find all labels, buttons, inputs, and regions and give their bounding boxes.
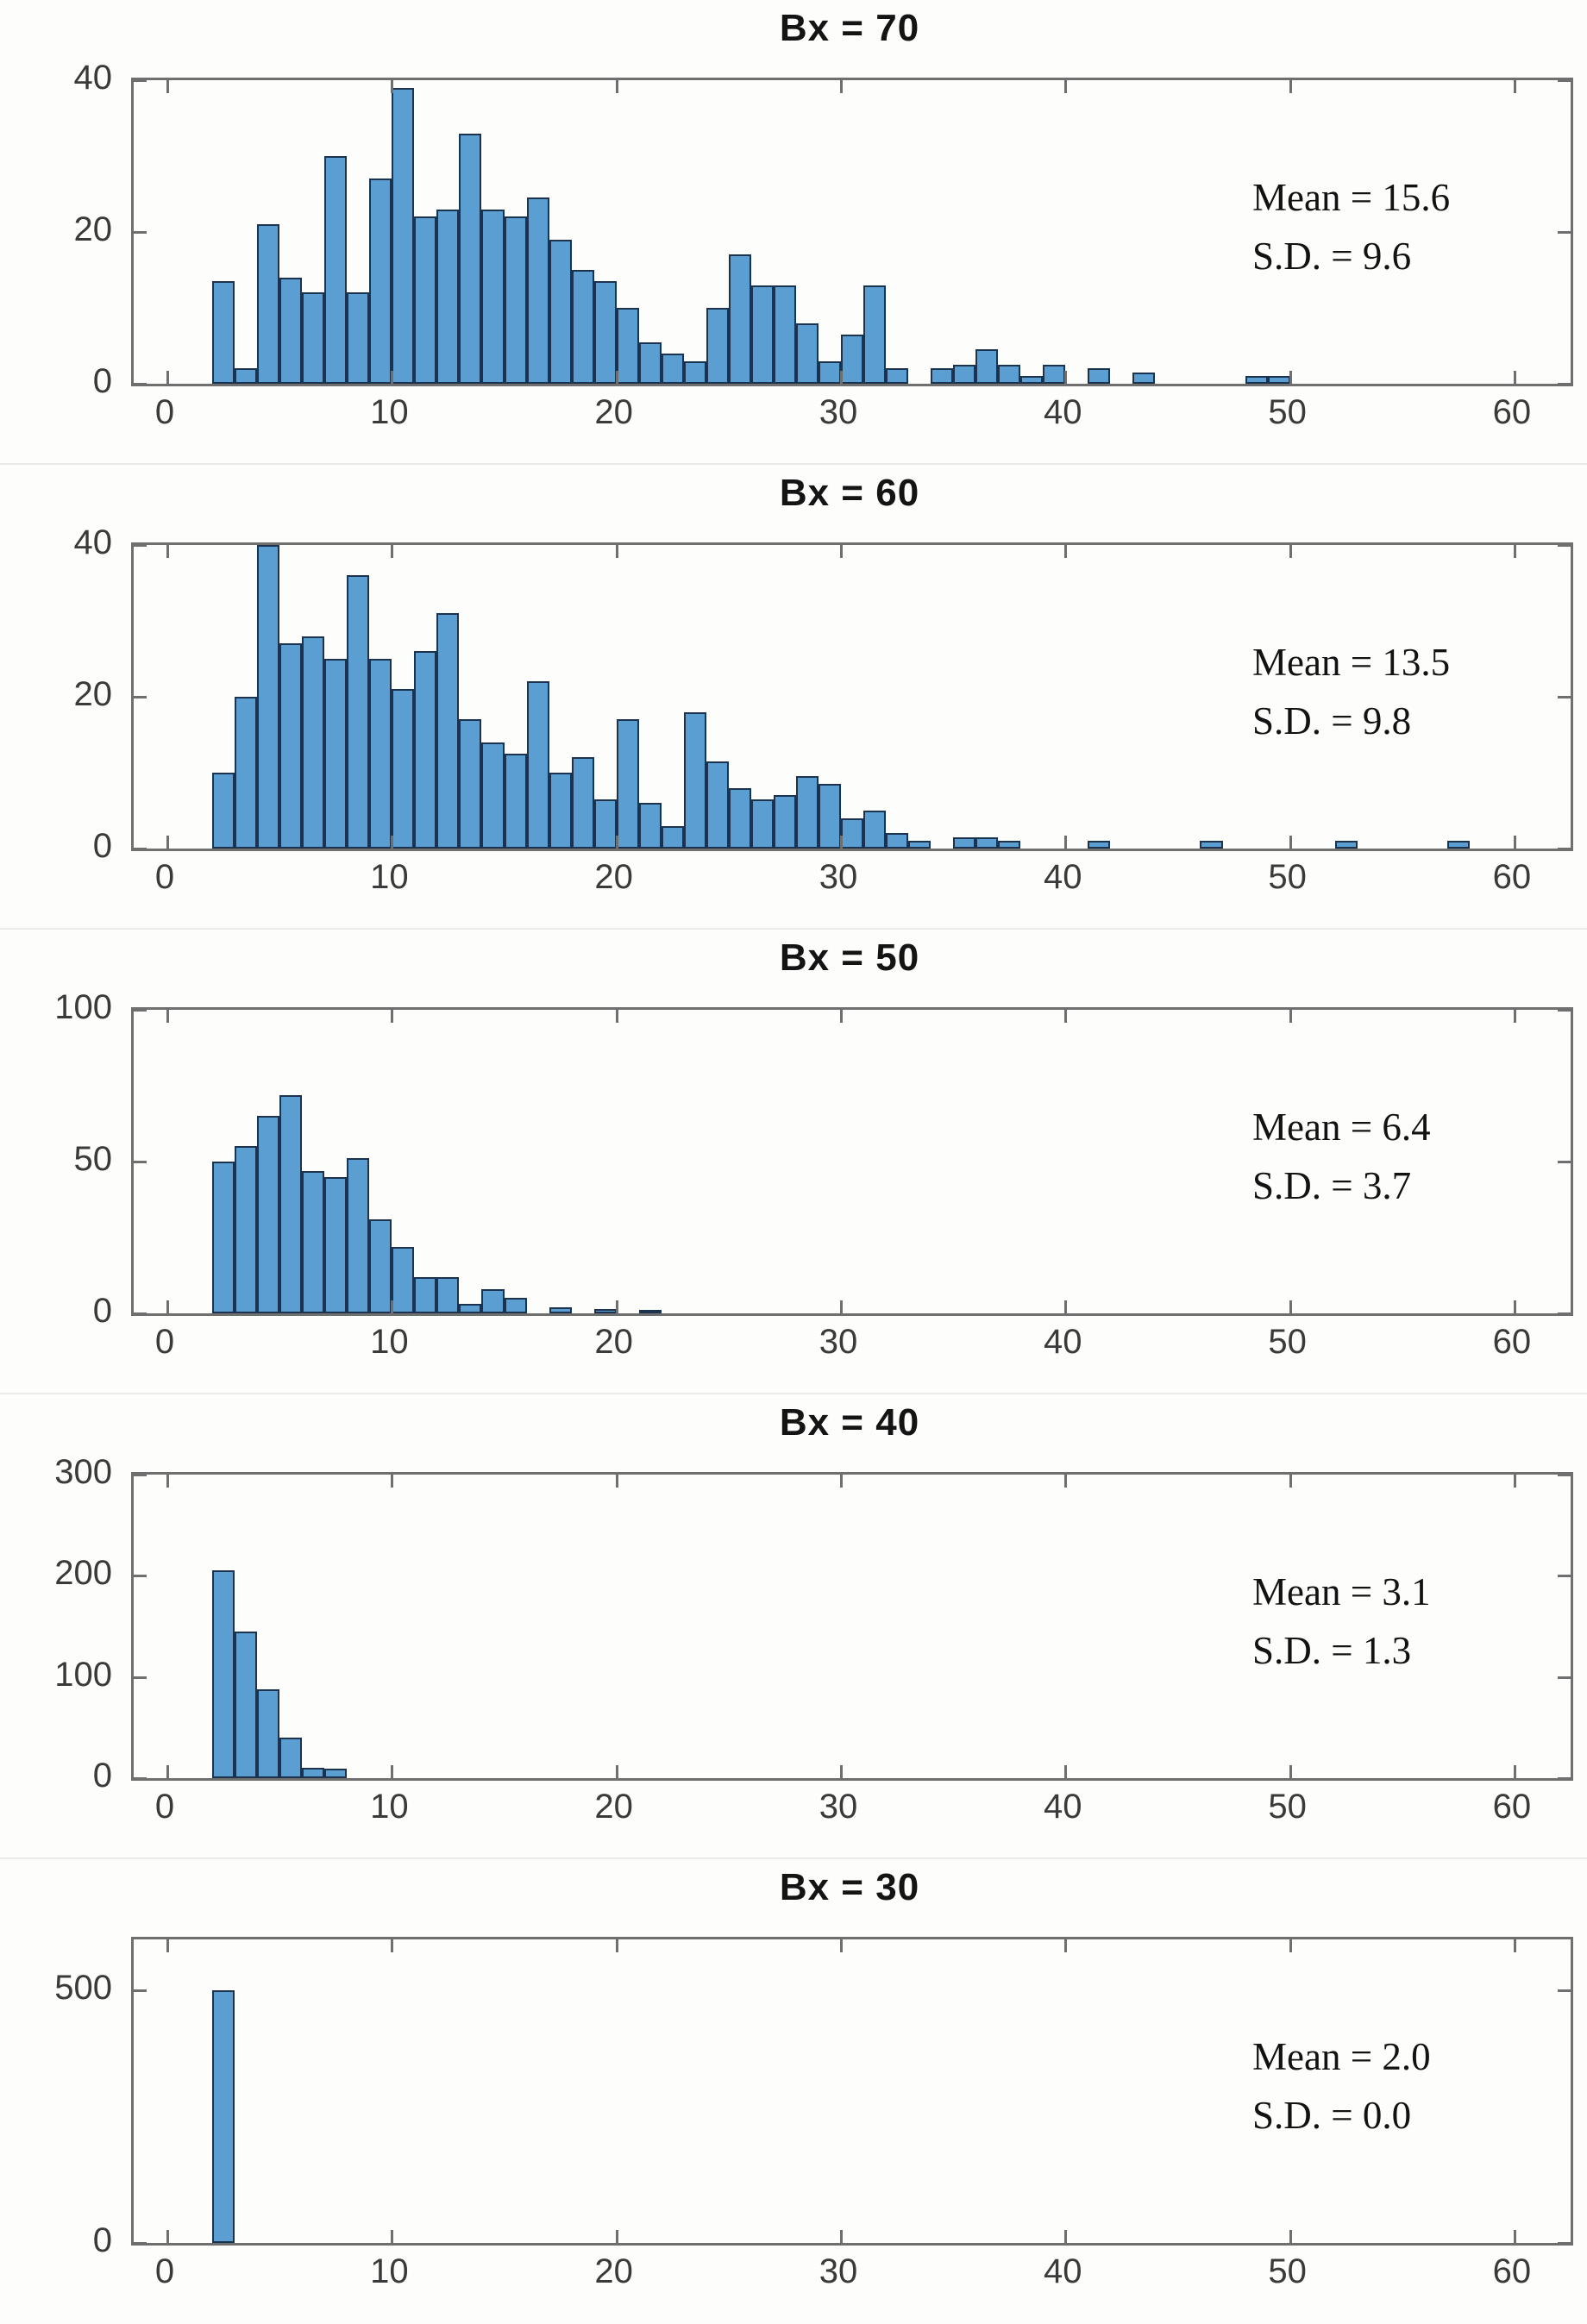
histogram-bar [1088,368,1110,384]
x-axis-tick [616,371,618,384]
histogram-panel-bx70 [0,0,1587,465]
y-axis-tick [134,1312,147,1315]
histogram-bar [774,285,796,384]
mean-label: Mean = 13.5 [1252,641,1451,684]
y-tick-label: 20 [73,675,112,713]
x-tick-label: 40 [1044,2252,1082,2290]
stats-annotation [1252,1099,1431,1215]
x-tick-label: 20 [594,393,633,431]
y-axis-tick [134,231,147,234]
histogram-bar [324,156,347,384]
histogram-bar [1020,376,1043,384]
histogram-bar [572,757,594,849]
y-axis-tick [1558,1161,1571,1163]
y-tick-label: 20 [73,210,112,248]
histogram-bar [774,795,796,849]
histogram-bar [257,224,279,384]
histogram-bar [324,659,347,849]
histogram-bar [459,134,481,384]
histogram-bar [841,335,863,384]
histogram-bar [953,837,975,849]
x-tick-label: 10 [370,1323,409,1361]
x-axis-tick [391,371,393,384]
histogram-bar [684,712,706,849]
x-axis-tick [166,836,169,849]
y-tick-label: 300 [54,1453,112,1491]
histogram-bar [549,240,572,384]
y-axis-tick [1558,1312,1571,1315]
x-axis-tick [1289,2230,1292,2243]
x-axis-tick [840,2230,843,2243]
histogram-bar [235,368,257,384]
y-tick-label: 0 [92,362,112,400]
x-axis-tick [1289,371,1292,384]
x-tick-label: 10 [370,393,409,431]
x-axis-tick [1289,80,1292,93]
histogram-bar [706,308,729,384]
histogram-bar [639,1310,662,1313]
mean-label: Mean = 3.1 [1252,1570,1431,1613]
x-axis-tick [391,1765,393,1778]
histogram-bar [729,788,751,849]
y-axis-tick [134,1777,147,1780]
histogram-bar [369,659,392,849]
histogram-bar [212,773,235,849]
x-tick-label: 10 [370,2252,409,2290]
histogram-bar [819,361,841,384]
histogram-bar [549,1307,572,1313]
y-axis-tick [1558,848,1571,850]
histogram-bar [1268,376,1290,384]
x-axis-tick [1289,836,1292,849]
x-axis-tick [616,80,618,93]
x-tick-label: 60 [1492,1788,1532,1826]
histogram-bar [1245,376,1268,384]
x-axis-tick [1514,1765,1516,1778]
y-axis-tick [134,1009,147,1012]
y-tick-label: 0 [92,1292,112,1330]
y-axis-tick [134,1161,147,1163]
x-axis-tick [166,1765,169,1778]
histogram-bar [414,651,436,849]
histogram-bar [975,837,998,849]
histogram-bar [212,1990,235,2243]
histogram-bar [369,1219,392,1313]
x-axis-tick [840,1475,843,1488]
mean-label: Mean = 2.0 [1252,2035,1431,2078]
x-axis-tick [391,1939,393,1952]
stats-annotation [1252,169,1450,285]
histogram-bar [257,1116,279,1313]
histogram-bar [998,841,1020,849]
histogram-bar [751,799,774,849]
x-axis-tick [1514,1939,1516,1952]
x-tick-label: 0 [154,1788,175,1826]
histogram-bar [908,841,931,849]
histogram-bar [257,1689,279,1778]
x-axis-tick [391,836,393,849]
histogram-bar [235,1146,257,1313]
x-axis-tick [840,1010,843,1023]
histogram-bar [347,292,369,384]
histogram-bar [706,761,729,849]
histogram-bar [392,88,414,384]
x-axis-tick [166,80,169,93]
x-axis-tick [840,836,843,849]
x-tick-label: 0 [154,393,175,431]
x-tick-label: 20 [594,1323,633,1361]
x-axis-tick [616,545,618,558]
histogram-bar [796,323,819,384]
histogram-bar [392,689,414,849]
histogram-bar [459,1304,481,1313]
histogram-bar [414,216,436,384]
histogram-bar [436,1277,459,1313]
x-tick-label: 50 [1268,1788,1307,1826]
histogram-bar [684,361,706,384]
x-axis-tick [1514,2230,1516,2243]
x-tick-label: 60 [1492,393,1532,431]
histogram-bar [302,1171,324,1313]
y-axis-tick [134,848,147,850]
histogram-bar [975,349,998,384]
histogram-bar [662,354,684,384]
histogram-bar [347,1158,369,1313]
y-axis-tick [134,79,147,82]
x-axis-tick [1514,80,1516,93]
histogram-bar [505,754,527,849]
y-tick-label: 0 [92,1757,112,1795]
x-tick-label: 20 [594,858,633,896]
x-axis-tick [616,836,618,849]
y-tick-label: 100 [54,988,112,1026]
y-tick-label: 100 [54,1655,112,1694]
x-tick-label: 0 [154,1323,175,1361]
histogram-bar [279,278,302,384]
chart-title: Bx = 70 [779,7,920,49]
x-axis-tick [616,1939,618,1952]
x-tick-label: 0 [154,2252,175,2290]
x-axis-tick [1064,1010,1067,1023]
x-tick-label: 40 [1044,393,1082,431]
stats-annotation [1252,1563,1431,1680]
y-axis-tick [1558,696,1571,698]
histogram-panel-bx50 [0,930,1587,1394]
y-axis-tick [134,1676,147,1679]
x-tick-label: 50 [1268,1323,1307,1361]
x-tick-label: 0 [154,858,175,896]
histogram-bar [662,826,684,849]
x-axis-tick [1289,1475,1292,1488]
x-axis-tick [1514,1475,1516,1488]
histogram-bar [212,281,235,384]
x-axis-tick [840,545,843,558]
histogram-bar [617,308,639,384]
histogram-bar [302,292,324,384]
x-axis-tick [391,2230,393,2243]
y-axis-tick [1558,1474,1571,1476]
x-tick-label: 50 [1268,858,1307,896]
histogram-bar [572,270,594,384]
x-axis-tick [1289,1300,1292,1313]
histogram-bar [302,1768,324,1778]
histogram-panel-bx30 [0,1859,1587,2324]
y-axis-tick [1558,1575,1571,1577]
x-axis-tick [391,80,393,93]
x-tick-label: 30 [819,1323,858,1361]
x-tick-label: 20 [594,2252,633,2290]
x-axis-tick [1064,545,1067,558]
x-axis-tick [391,1010,393,1023]
y-axis-tick [1558,1777,1571,1780]
x-axis-tick [166,2230,169,2243]
histogram-bar [279,643,302,849]
histogram-bar [279,1738,302,1778]
histogram-bar [863,811,886,849]
histogram-bar [1088,841,1110,849]
sd-label: S.D. = 1.3 [1252,1628,1412,1672]
histogram-bar [549,773,572,849]
histogram-bar [594,799,617,849]
y-axis-tick [1558,2242,1571,2245]
histogram-bar [796,776,819,849]
histogram-bar [436,210,459,384]
chart-title: Bx = 60 [779,472,920,514]
histogram-bar [841,818,863,849]
x-axis-tick [616,1765,618,1778]
y-tick-label: 40 [73,523,112,561]
histogram-bar [594,281,617,384]
x-axis-tick [391,1300,393,1313]
histogram-bar [481,742,504,849]
x-axis-tick [1064,80,1067,93]
x-axis-tick [1289,1939,1292,1952]
x-axis-tick [391,545,393,558]
x-tick-label: 60 [1492,1323,1532,1361]
histogram-bar [639,803,662,849]
histogram-bar [863,285,886,384]
x-axis-tick [1289,545,1292,558]
x-axis-tick [166,371,169,384]
histogram-bar [527,197,549,384]
chart-title: Bx = 50 [779,936,920,979]
x-axis-tick [1514,1010,1516,1023]
x-axis-tick [166,1010,169,1023]
x-axis-tick [840,80,843,93]
histogram-bar [998,365,1020,384]
x-axis-tick [1064,1300,1067,1313]
y-tick-label: 500 [54,1968,112,2007]
y-tick-label: 40 [73,59,112,97]
y-axis-tick [134,1474,147,1476]
x-tick-label: 20 [594,1788,633,1826]
y-tick-label: 50 [73,1140,112,1178]
y-axis-tick [1558,231,1571,234]
y-tick-label: 200 [54,1554,112,1593]
y-axis-tick [1558,383,1571,385]
x-axis-tick [616,1010,618,1023]
x-axis-tick [1514,545,1516,558]
x-axis-tick [391,1475,393,1488]
x-axis-tick [1064,836,1067,849]
y-axis-tick [134,1575,147,1577]
x-tick-label: 40 [1044,1788,1082,1826]
histogram-bar [392,1247,414,1313]
x-axis-tick [166,1939,169,1952]
y-axis-tick [1558,1676,1571,1679]
histogram-bar [459,719,481,849]
histogram-bar [617,719,639,849]
histogram-bar [1132,373,1155,384]
x-tick-label: 30 [819,858,858,896]
x-tick-label: 10 [370,858,409,896]
histogram-bar [751,285,774,384]
y-axis-tick [134,1989,147,1992]
histogram-bar [212,1570,235,1778]
histogram-bar [324,1769,347,1778]
histogram-bar [414,1277,436,1313]
histogram-bar [594,1309,617,1313]
histogram-bar [639,342,662,384]
mean-label: Mean = 6.4 [1252,1106,1431,1149]
x-axis-tick [616,1475,618,1488]
histogram-bar [302,636,324,849]
histogram-bar [436,613,459,849]
histogram-bar [505,216,527,384]
histogram-bar [953,365,975,384]
histogram-bar [369,179,392,384]
x-tick-label: 30 [819,393,858,431]
x-axis-tick [1064,371,1067,384]
stats-annotation [1252,634,1450,750]
sd-label: S.D. = 9.8 [1252,698,1412,742]
histogram-bar [212,1162,235,1313]
x-axis-tick [840,1765,843,1778]
x-axis-tick [1064,1475,1067,1488]
x-tick-label: 10 [370,1788,409,1826]
histogram-bar [886,368,908,384]
histogram-bar [481,1289,504,1313]
x-axis-tick [616,2230,618,2243]
y-axis-tick [1558,1009,1571,1012]
histogram-bar [279,1095,302,1313]
x-tick-label: 30 [819,2252,858,2290]
x-tick-label: 60 [1492,858,1532,896]
x-axis-tick [1289,1765,1292,1778]
x-axis-tick [840,1300,843,1313]
histogram-bar [729,254,751,384]
histogram-bar [324,1177,347,1313]
histogram-bar [1200,841,1222,849]
histogram-bar [1447,841,1470,849]
histogram-bar [886,833,908,849]
x-axis-tick [840,371,843,384]
x-axis-tick [1514,1300,1516,1313]
x-axis-tick [166,545,169,558]
histogram-panel-bx40 [0,1394,1587,1859]
y-axis-tick [134,544,147,547]
x-tick-label: 40 [1044,858,1082,896]
histogram-bar [819,784,841,849]
y-axis-tick [134,2242,147,2245]
x-axis-tick [1514,371,1516,384]
x-axis-tick [166,1475,169,1488]
x-tick-label: 30 [819,1788,858,1826]
y-axis-tick [134,696,147,698]
x-axis-tick [1064,1765,1067,1778]
x-axis-tick [166,1300,169,1313]
sd-label: S.D. = 3.7 [1252,1163,1412,1207]
y-axis-tick [134,383,147,385]
y-axis-tick [1558,1989,1571,1992]
sd-label: S.D. = 9.6 [1252,234,1412,278]
y-axis-tick [1558,79,1571,82]
histogram-bar [235,1632,257,1778]
chart-title: Bx = 40 [779,1401,920,1444]
x-axis-tick [1514,836,1516,849]
sd-label: S.D. = 0.0 [1252,2093,1412,2137]
histogram-bar [347,575,369,849]
histogram-bar [1043,365,1065,384]
x-tick-label: 60 [1492,2252,1532,2290]
chart-title: Bx = 30 [779,1866,920,1908]
histogram-bar [481,210,504,384]
stats-annotation [1252,2028,1431,2145]
x-tick-label: 50 [1268,393,1307,431]
histogram-bar [931,368,953,384]
histogram-bar [257,545,279,849]
histogram-bar [235,697,257,849]
x-tick-label: 40 [1044,1323,1082,1361]
y-tick-label: 0 [92,827,112,865]
x-axis-tick [1064,1939,1067,1952]
x-axis-tick [1064,2230,1067,2243]
histogram-panel-bx60 [0,465,1587,930]
histogram-bar [1335,841,1358,849]
x-axis-tick [840,1939,843,1952]
x-axis-tick [616,1300,618,1313]
histogram-bar [505,1298,527,1313]
mean-label: Mean = 15.6 [1252,176,1451,219]
y-axis-tick [1558,544,1571,547]
y-tick-label: 0 [92,2221,112,2259]
histogram-bar [527,681,549,849]
x-axis-tick [1289,1010,1292,1023]
x-tick-label: 50 [1268,2252,1307,2290]
